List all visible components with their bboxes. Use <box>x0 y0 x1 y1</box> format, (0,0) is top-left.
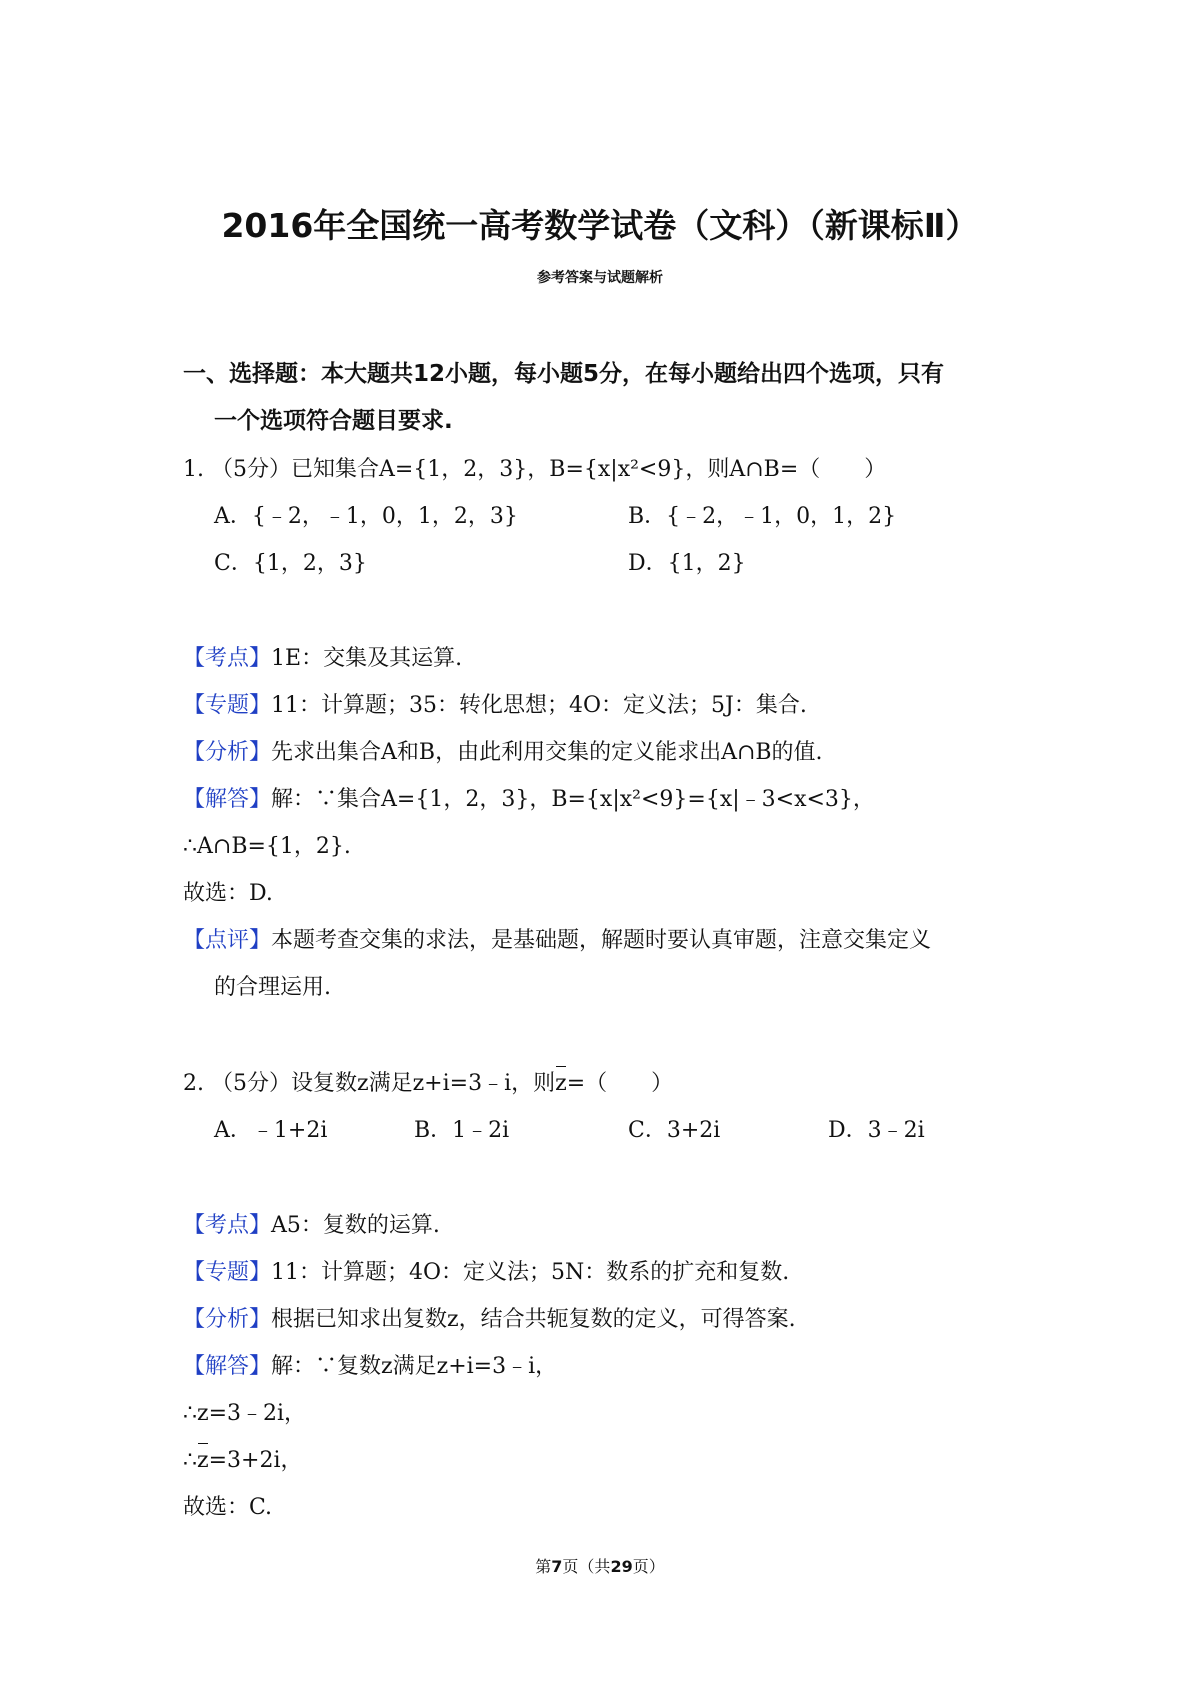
footer-mid: 页（共 <box>562 1557 611 1576</box>
q1-stem: 1. （5分）已知集合A={1，2，3}，B={x|x²<9}，则A∩B=（ ） <box>183 457 887 482</box>
q1-option-a: A．{﹣2，﹣1，0，1，2，3} <box>214 504 518 529</box>
q2-jieda-text: 解：∵复数z满足z+i=3﹣i， <box>271 1354 558 1379</box>
q2-option-d: D．3﹣2i <box>828 1118 925 1143</box>
q2-jieda <box>183 1353 557 1381</box>
footer-pre: 第 <box>535 1557 552 1576</box>
q1-jieda-tag: 【解答】 <box>183 787 272 812</box>
footer-total-pages: 29 <box>610 1557 633 1576</box>
page-title: 2016年全国统一高考数学试卷（文科）（新课标Ⅱ） <box>221 206 979 245</box>
q2-option-a: A．﹣1+2i <box>214 1118 328 1143</box>
q2-jieda-tag: 【解答】 <box>183 1354 272 1379</box>
q1-fenxi-tag: 【分析】 <box>183 740 272 765</box>
q2-option-c: C．3+2i <box>628 1118 721 1143</box>
q2-fenxi-tag: 【分析】 <box>183 1307 272 1332</box>
q2-step2-conjugate-z: z <box>197 1448 209 1473</box>
q1-fenxi-text: 先求出集合A和B，由此利用交集的定义能求出A∩B的值. <box>271 740 823 765</box>
q2-stem-conjugate-z: z <box>555 1071 567 1096</box>
q1-dianping-tag: 【点评】 <box>183 928 272 953</box>
q2-stem <box>183 1070 673 1098</box>
q1-kaodian <box>183 645 462 673</box>
q2-fenxi <box>183 1306 796 1334</box>
q2-zhuanti-text: 11：计算题；4O：定义法；5N：数系的扩充和复数. <box>271 1260 790 1285</box>
q2-step2-pre: ∴ <box>183 1448 197 1473</box>
q1-jieda <box>183 786 875 814</box>
q2-zhuanti-tag: 【专题】 <box>183 1260 272 1285</box>
q1-kaodian-tag: 【考点】 <box>183 646 272 671</box>
q1-kaodian-text: 1E：交集及其运算. <box>271 646 463 671</box>
q1-jieda-text: 解：∵集合A={1，2，3}，B={x|x²<9}={x|﹣3<x<3}， <box>271 787 875 812</box>
q2-step1: ∴z=3﹣2i， <box>183 1401 307 1426</box>
q1-fenxi <box>183 739 823 767</box>
q2-step2 <box>183 1447 303 1475</box>
page-subtitle: 参考答案与试题解析 <box>537 270 663 286</box>
q1-dianping-text: 本题考查交集的求法，是基础题，解题时要认真审题，注意交集定义 <box>271 928 932 953</box>
q1-result: ∴A∩B={1，2}. <box>183 834 351 859</box>
section-heading-line2: 一个选项符合题目要求. <box>214 408 453 434</box>
q1-choice: 故选：D. <box>183 881 273 906</box>
footer-page-number: 7 <box>551 1557 563 1576</box>
q2-kaodian-tag: 【考点】 <box>183 1213 272 1238</box>
q2-fenxi-text: 根据已知求出复数z，结合共轭复数的定义，可得答案. <box>271 1307 796 1332</box>
q1-dianping-line2: 的合理运用. <box>214 975 331 1000</box>
q2-stem-post: =（ ） <box>566 1071 674 1096</box>
q1-option-b: B．{﹣2，﹣1，0，1，2} <box>628 504 897 529</box>
q2-stem-pre: 2. （5分）设复数z满足z+i=3﹣i，则 <box>183 1071 556 1096</box>
q1-dianping <box>183 927 931 955</box>
q2-kaodian-text: A5：复数的运算. <box>271 1213 440 1238</box>
q2-step2-post: =3+2i， <box>208 1448 303 1473</box>
q2-kaodian <box>183 1212 440 1240</box>
q1-zhuanti-tag: 【专题】 <box>183 693 272 718</box>
q1-option-c: C．{1，2，3} <box>214 551 367 576</box>
q2-choice: 故选：C. <box>183 1495 273 1520</box>
q2-option-b: B．1﹣2i <box>414 1118 510 1143</box>
q1-zhuanti-text: 11：计算题；35：转化思想；4O：定义法；5J：集合. <box>271 693 807 718</box>
section-heading-line1: 一、选择题：本大题共12小题，每小题5分，在每小题给出四个选项，只有 <box>183 361 945 387</box>
page-footer <box>0 1556 1200 1578</box>
q1-option-d: D．{1，2} <box>628 551 746 576</box>
q2-zhuanti <box>183 1259 789 1287</box>
q1-zhuanti <box>183 692 807 720</box>
footer-post: 页） <box>632 1557 665 1576</box>
